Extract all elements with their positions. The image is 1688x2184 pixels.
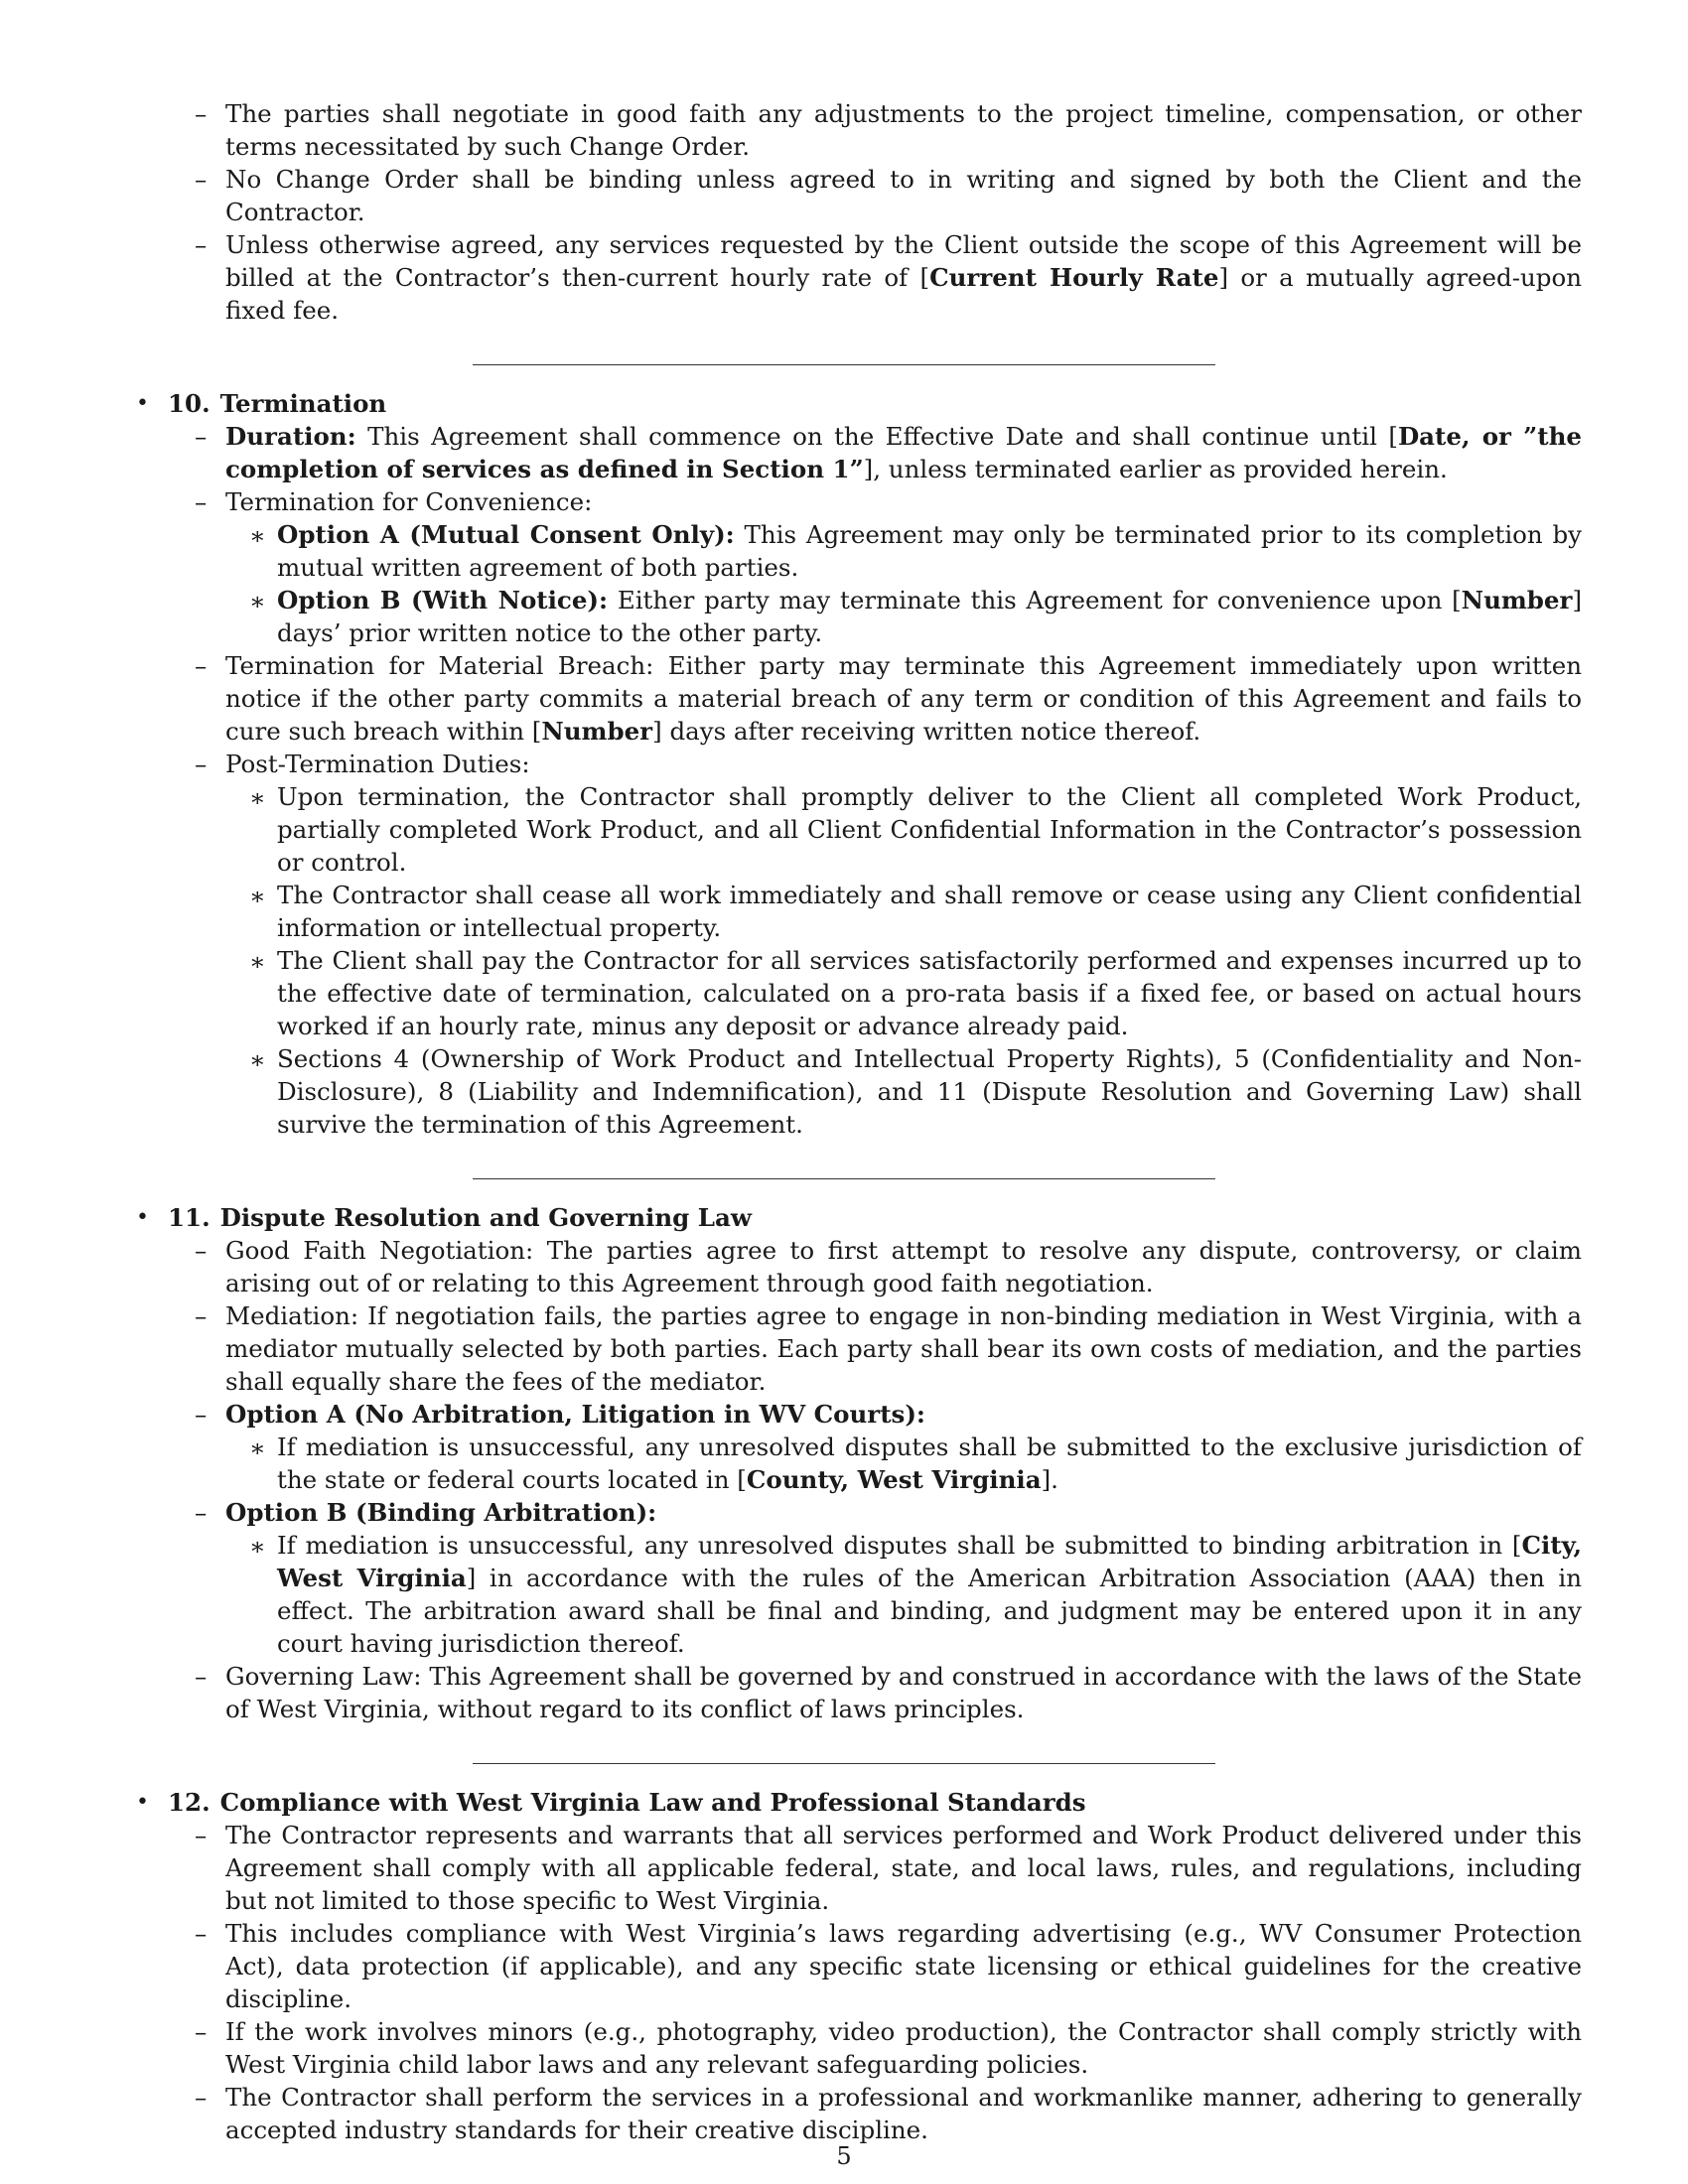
section-heading-dispute-resolution: • 11. Dispute Resolution and Governing Law xyxy=(136,1203,752,1232)
list-item: – If the work involves minors (e.g., photography, video production), the Contractor shall comply strictly with West Virginia child labor laws and any relevant safeguarding policies. xyxy=(195,2017,1582,2079)
sub-list-item: ∗ If mediation is unsuccessful, any unresolved disputes shall be submitted to the exclusive jurisdiction of the state or federal courts located in [County, West Virginia]. xyxy=(249,1433,1582,1494)
sub-list-item: ∗ The Contractor shall cease all work immediately and shall remove or cease using any Client confidential information or intellectual property. xyxy=(249,881,1582,942)
sub-list-item: ∗ Option A (Mutual Consent Only): This Agreement may only be terminated prior to its completion by mutual written agreement of both parties. xyxy=(249,520,1582,582)
list-item: – The parties shall negotiate in good faith any adjustments to the project timeline, compensation, or other terms necessitated by such Change Order. xyxy=(195,99,1582,161)
section-divider xyxy=(473,1763,1215,1764)
document-body xyxy=(132,97,1582,2146)
list-item: – Mediation: If negotiation fails, the parties agree to engage in non-binding mediation in West Virginia, with a mediator mutually selected by both parties. Each party shall bear its own costs of mediation, and the parties shall equally share the fees of the mediator. xyxy=(195,1301,1582,1396)
list-item: – Post-Termination Duties: xyxy=(195,750,530,778)
list-item: – This includes compliance with West Virginia’s laws regarding advertising (e.g., WV Consumer Protection Act), data protection (if applicable), and any specific state licensing or ethical guidelines for the creative discipline. xyxy=(195,1919,1582,2013)
list-item: – The Contractor shall perform the services in a professional and workmanlike manner, adhering to generally accepted industry standards for their creative discipline. xyxy=(195,2083,1582,2144)
list-item: – Duration: This Agreement shall commence on the Effective Date and shall continue until [Date, or ”the completion of services as defined in Section 1”], unless terminated earlier as provided herein. xyxy=(195,422,1582,483)
list-item: – Option A (No Arbitration, Litigation in WV Courts): xyxy=(195,1400,925,1429)
list-item: – Option B (Binding Arbitration): xyxy=(195,1498,657,1527)
section-divider xyxy=(473,364,1215,365)
list-item: – No Change Order shall be binding unless agreed to in writing and signed by both the Client and the Contractor. xyxy=(195,165,1582,226)
sub-list-item: ∗ Sections 4 (Ownership of Work Product and Intellectual Property Rights), 5 (Confidentiality and Non-Disclosure), 8 (Liability and Indemnification), and 11 (Dispute Resolution and Governing Law) shall survive the termination of this Agreement. xyxy=(249,1044,1582,1139)
sub-list-item: ∗ The Client shall pay the Contractor for all services satisfactorily performed and expenses incurred up to the effective date of termination, calculated on a pro-rata basis if a fixed fee, or based on actual hours worked if an hourly rate, minus any deposit or advance already paid. xyxy=(249,946,1582,1040)
list-item: – Good Faith Negotiation: The parties agree to first attempt to resolve any dispute, controversy, or claim arising out of or relating to this Agreement through good faith negotiation. xyxy=(195,1236,1582,1297)
sub-list-item: ∗ If mediation is unsuccessful, any unresolved disputes shall be submitted to binding arbitration in [City, West Virginia] in accordance with the rules of the American Arbitration Association (AAA) then in effect. The arbitration award shall be final and binding, and judgment may be entered upon it in any court having jurisdiction thereof. xyxy=(249,1531,1582,1658)
sub-list-item: ∗ Upon termination, the Contractor shall promptly deliver to the Client all completed Work Product, partially completed Work Product, and all Client Confidential Information in the Contractor’s possession or control. xyxy=(249,782,1582,877)
section-heading-termination: • 10. Termination xyxy=(136,389,387,418)
list-item: – Governing Law: This Agreement shall be governed by and construed in accordance with the laws of the State of West Virginia, without regard to its conflict of laws principles. xyxy=(195,1662,1582,1723)
list-item: – Termination for Convenience: xyxy=(195,487,593,516)
page-number: 5 xyxy=(836,2142,852,2170)
section-heading-compliance: • 12. Compliance with West Virginia Law and Professional Standards xyxy=(136,1788,1086,1817)
sub-list-item: ∗ Option B (With Notice): Either party may terminate this Agreement for convenience upon [Number] days’ prior written notice to the other party. xyxy=(249,586,1582,647)
list-item: – Termination for Material Breach: Either party may terminate this Agreement immediately upon written notice if the other party commits a material breach of any term or condition of this Agreement and fails to cure such breach within [Number] days after receiving written notice thereof. xyxy=(195,651,1582,746)
section-divider xyxy=(473,1178,1215,1179)
list-item: – The Contractor represents and warrants that all services performed and Work Product delivered under this Agreement shall comply with all applicable federal, state, and local laws, rules, and regulations, including but not limited to those specific to West Virginia. xyxy=(195,1821,1582,1915)
list-item: – Unless otherwise agreed, any services requested by the Client outside the scope of this Agreement will be billed at the Contractor’s then-current hourly rate of [Current Hourly Rate] or a mutually agreed-upon fixed fee. xyxy=(195,230,1582,325)
